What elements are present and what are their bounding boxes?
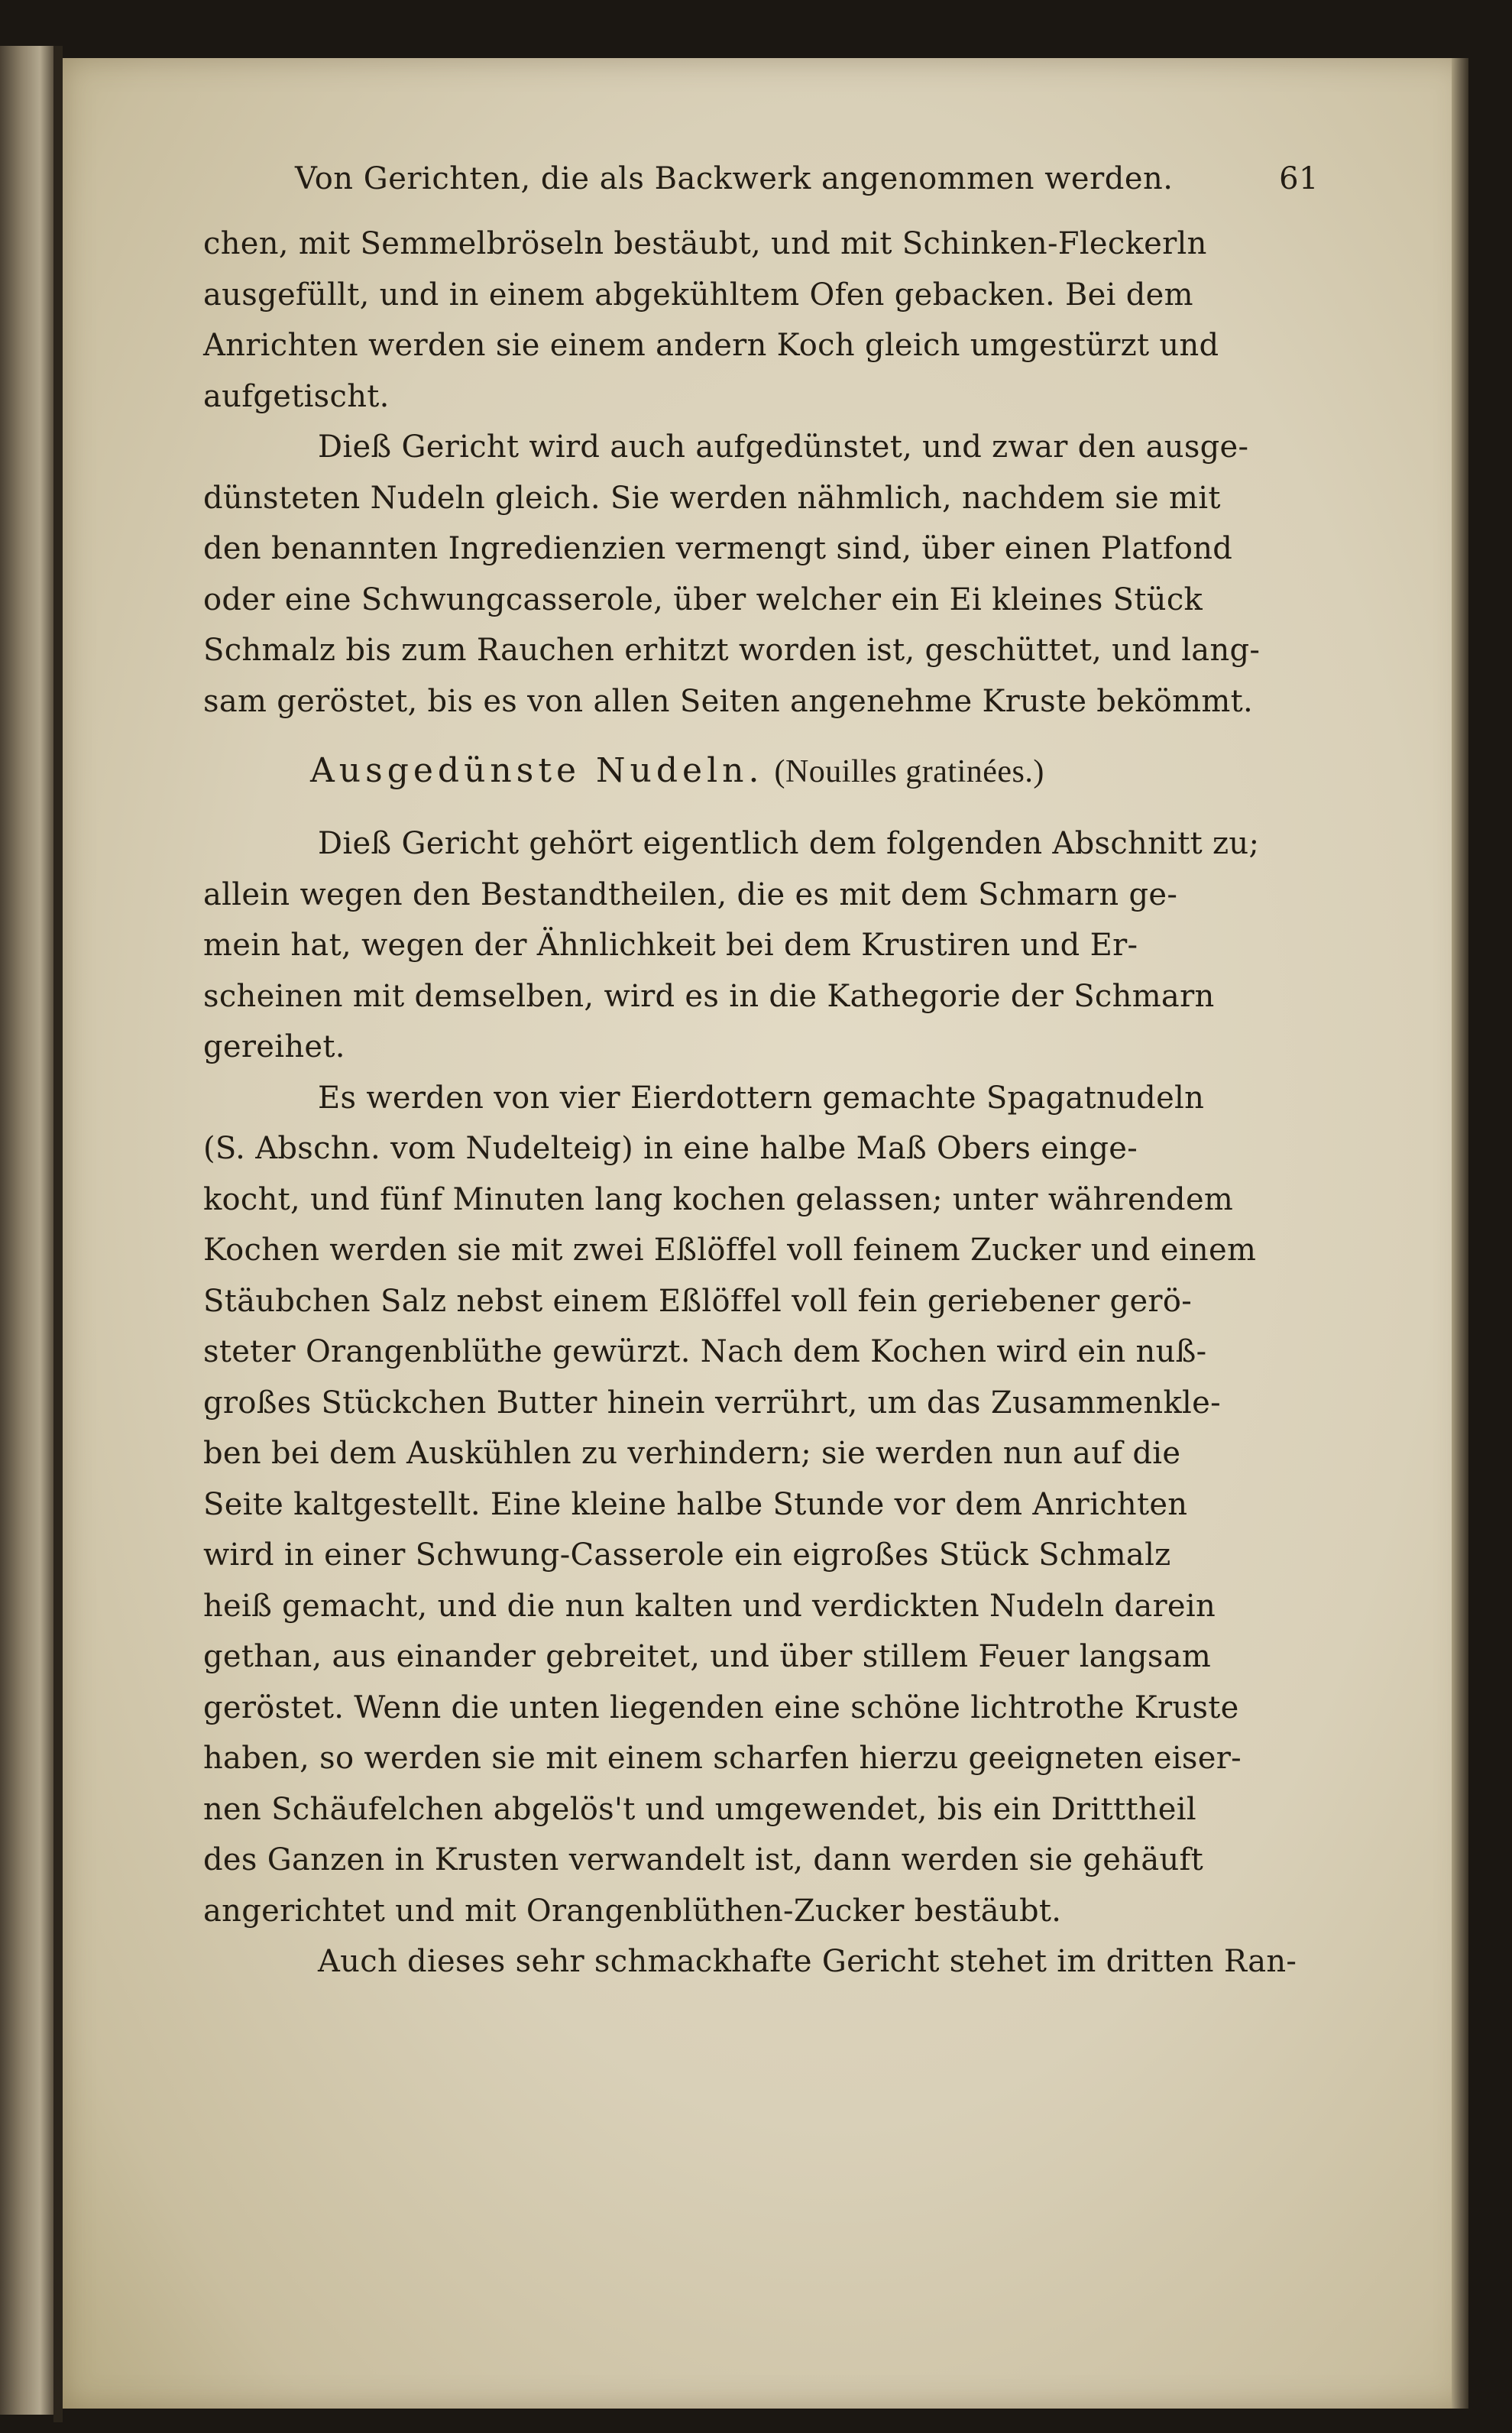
text-line: des Ganzen in Krusten verwandelt ist, dann werden sie gehäuft	[203, 1842, 1204, 1877]
section-heading	[203, 734, 1303, 808]
text-line: steter Orangenblüthe gewürzt. Nach dem Kochen wird ein nuß-	[203, 1334, 1207, 1369]
text-line: haben, so werden sie mit einem scharfen hierzu geeigneten eiser-	[203, 1741, 1242, 1776]
page-text-block	[203, 153, 1319, 1988]
text-line: gethan, aus einander gebreitet, und über stillem Feuer langsam	[203, 1639, 1212, 1674]
text-line: (S. Abschn. vom Nudelteig) in eine halbe Maß Obers einge-	[203, 1131, 1138, 1166]
text-line: chen, mit Semmelbröseln bestäubt, und mit Schinken-Fleckerln	[203, 226, 1207, 261]
running-head-title: Von Gerichten, die als Backwerk angenommen werden.	[295, 161, 1174, 196]
previous-page-edge	[0, 46, 53, 2415]
text-line: aufgetischt.	[203, 378, 390, 414]
paragraph-5	[203, 1936, 1303, 1988]
text-line: Schmalz bis zum Rauchen erhitzt worden ist, geschüttet, und lang-	[203, 633, 1261, 668]
text-line: Kochen werden sie mit zwei Eßlöffel voll feinem Zucker und einem	[203, 1233, 1257, 1268]
text-line: gereihet.	[203, 1029, 345, 1064]
text-line: Dieß Gericht gehört eigentlich dem folgenden Abschnitt zu;	[318, 826, 1260, 861]
text-line: Es werden von vier Eierdottern gemachte Spagatnudeln	[318, 1080, 1205, 1116]
text-line: Seite kaltgestellt. Eine kleine halbe Stunde vor dem Anrichten	[203, 1486, 1188, 1522]
text-line: den benannten Ingredienzien vermengt sind, über einen Platfond	[203, 531, 1233, 566]
text-line: großes Stückchen Butter hinein verrührt, um das Zusammenkle-	[203, 1385, 1221, 1421]
paragraph-2	[203, 422, 1303, 727]
text-line: Dieß Gericht wird auch aufgedünstet, und zwar den ausge-	[318, 429, 1249, 465]
text-line: angerichtet und mit Orangenblüthen-Zucker bestäubt.	[203, 1893, 1062, 1929]
paragraph-3	[203, 818, 1303, 1073]
book-gutter	[53, 46, 63, 2422]
text-line: scheinen mit demselben, wird es in die Kathegorie der Schmarn	[203, 978, 1215, 1014]
paragraph-1	[203, 219, 1303, 422]
text-line: allein wegen den Bestandtheilen, die es mit dem Schmarn ge-	[203, 876, 1178, 912]
text-line: heiß gemacht, und die nun kalten und verdickten Nudeln darein	[203, 1588, 1216, 1624]
text-line: dünsteten Nudeln gleich. Sie werden nähmlich, nachdem sie mit	[203, 480, 1221, 516]
text-line: wird in einer Schwung-Casserole ein eigroßes Stück Schmalz	[203, 1537, 1171, 1573]
text-line: Auch dieses sehr schmackhafte Gericht stehet im dritten Ran-	[318, 1944, 1297, 1979]
text-line: Stäubchen Salz nebst einem Eßlöffel voll fein geriebener gerö-	[203, 1283, 1193, 1319]
page-number: 61	[1279, 161, 1319, 196]
text-line: ausgefüllt, und in einem abgekühltem Ofen gebacken. Bei dem	[203, 277, 1193, 313]
text-line: sam geröstet, bis es von allen Seiten angenehme Kruste bekömmt.	[203, 683, 1253, 719]
paragraph-4	[203, 1073, 1303, 1937]
text-line: kocht, und fünf Minuten lang kochen gelassen; unter währendem	[203, 1181, 1234, 1217]
text-line: geröstet. Wenn die unten liegenden eine schöne lichtrothe Kruste	[203, 1689, 1239, 1725]
page-fore-edge	[1452, 58, 1468, 2409]
text-line: Anrichten werden sie einem andern Koch gleich umgestürzt und	[203, 328, 1219, 363]
text-line: ben bei dem Auskühlen zu verhindern; sie werden nun auf die	[203, 1436, 1181, 1471]
running-head	[203, 153, 1319, 205]
section-heading-german: Ausgedünste Nudeln.	[310, 751, 764, 790]
section-heading-french: (Nouilles gratinées.)	[774, 754, 1044, 789]
text-line: nen Schäufelchen abgelös't und umgewendet, bis ein Dritttheil	[203, 1791, 1196, 1827]
text-line: oder eine Schwungcasserole, über welcher ein Ei kleines Stück	[203, 582, 1203, 617]
text-line: mein hat, wegen der Ähnlichkeit bei dem Krustiren und Er-	[203, 928, 1138, 963]
